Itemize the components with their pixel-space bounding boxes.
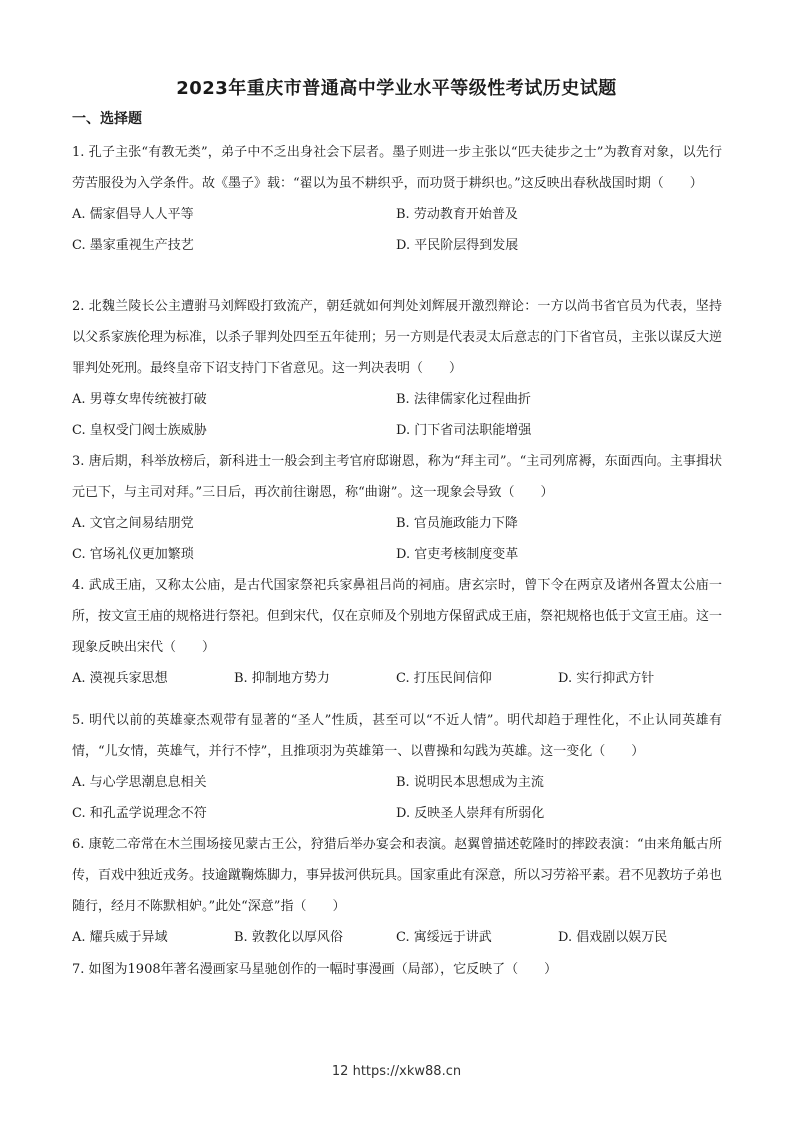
- question-2: [72, 291, 722, 446]
- option-a[interactable]: A. 儒家倡导人人平等: [72, 207, 194, 222]
- option-b[interactable]: B. 抑制地方势力: [234, 671, 330, 686]
- options: [72, 508, 722, 570]
- option-c[interactable]: C. 墨家重视生产技艺: [72, 238, 194, 253]
- option-b[interactable]: B. 法律儒家化过程曲折: [396, 392, 531, 407]
- question-stem: 5. 明代以前的英雄豪杰观带有显著的“圣人”性质，甚至可以“不近人情”。明代却趋于理性化，不止认同英雄有情，“儿女情，英雄气，并行不悖”，且推项羽为英雄第一、以曹操和勾践为英雄。这一变化（ ）: [72, 713, 722, 759]
- question-1: [72, 137, 722, 261]
- question-stem: 1. 孔子主张“有教无类”，弟子中不乏出身社会下层者。墨子则进一步主张以“匹夫徒步之士”为教育对象，以先行劳苦服役为入学条件。故《墨子》载：“翟以为虽不耕织乎，而功贤于耕织也。”这反映出春秋战国时期（ ）: [72, 145, 722, 191]
- option-a[interactable]: A. 漠视兵家思想: [72, 671, 168, 686]
- section-heading: 一、选择题: [72, 111, 142, 127]
- option-c[interactable]: C. 皇权受门阀士族威胁: [72, 423, 207, 438]
- option-c[interactable]: C. 官场礼仪更加繁琐: [72, 547, 194, 562]
- question-stem: 3. 唐后期，科举放榜后，新科进士一般会到主考官府邸谢恩，称为“拜主司”。“主司列席褥，东面西向。主事揖状元已下，与主司对拜。”三日后，再次前往谢恩，称“曲谢”。这一现象会导致（ ）: [72, 454, 722, 500]
- question-6: [72, 829, 722, 953]
- options: [72, 767, 722, 829]
- option-c[interactable]: C. 和孔孟学说理念不符: [72, 806, 207, 821]
- option-d[interactable]: D. 门下省司法职能增强: [396, 423, 532, 438]
- question-stem: 7. 如图为1908年著名漫画家马星驰创作的一幅时事漫画（局部），它反映了（ ）: [72, 962, 558, 977]
- question-stem: 6. 康乾二帝常在木兰围场接见蒙古王公，狩猎后举办宴会和表演。赵翼曾描述乾隆时的摔跤表演：“由来角觝古所传，百戏中独近戎务。技逾蹴鞠炼脚力，事异拔河供玩具。国家重此有深意，所以习劳裕平素。君不见教坊子弟也随行，经月不陈默相妒。”此处“深意”指（ ）: [72, 837, 723, 914]
- option-c[interactable]: C. 寓绥远于讲武: [396, 930, 492, 945]
- question-4: [72, 570, 722, 694]
- question-stem: 4. 武成王庙，又称太公庙，是古代国家祭祀兵家鼻祖吕尚的祠庙。唐玄宗时，曾下令在两京及诸州各置太公庙一所，按文宣王庙的规格进行祭祀。但到宋代，仅在京师及个别地方保留武成王庙，祭祀规格也低于文宣王庙。这一现象反映出宋代（ ）: [72, 578, 723, 655]
- options: [72, 199, 722, 261]
- option-a[interactable]: A. 与心学思潮息息相关: [72, 775, 207, 790]
- option-c[interactable]: C. 打压民间信仰: [396, 671, 492, 686]
- option-d[interactable]: D. 实行抑武方针: [558, 671, 655, 686]
- option-d[interactable]: D. 反映圣人崇拜有所弱化: [396, 806, 545, 821]
- question-3: [72, 446, 722, 570]
- option-a[interactable]: A. 文官之间易结朋党: [72, 516, 194, 531]
- question-7: [72, 954, 722, 985]
- page-title: 2023年重庆市普通高中学业水平等级性考试历史试题: [176, 78, 617, 99]
- option-d[interactable]: D. 官吏考核制度变革: [396, 547, 519, 562]
- option-b[interactable]: B. 说明民本思想成为主流: [396, 775, 544, 790]
- option-d[interactable]: D. 平民阶层得到发展: [396, 238, 519, 253]
- option-a[interactable]: A. 耀兵威于异域: [72, 930, 168, 945]
- options: [72, 922, 722, 953]
- page-footer: 12 https://xkw88.cn: [331, 1064, 462, 1079]
- option-d[interactable]: D. 倡戏剧以娱万民: [558, 930, 668, 945]
- options: [72, 663, 722, 694]
- question-5: [72, 705, 722, 829]
- option-b[interactable]: B. 敦教化以厚风俗: [234, 930, 343, 945]
- question-stem: 2. 北魏兰陵长公主遭驸马刘辉殴打致流产，朝廷就如何判处刘辉展开激烈辩论：一方以尚书省官员为代表，坚持以父系家族伦理为标准，以杀子罪判处四至五年徒刑；另一方则是代表灵太后意志的门下省官员，主张以谋反大逆罪判处死刑。最终皇帝下诏支持门下省意见。这一判决表明（ ）: [72, 299, 723, 376]
- option-b[interactable]: B. 官员施政能力下降: [396, 516, 518, 531]
- option-a[interactable]: A. 男尊女卑传统被打破: [72, 392, 207, 407]
- option-b[interactable]: B. 劳动教育开始普及: [396, 207, 518, 222]
- options: [72, 384, 722, 446]
